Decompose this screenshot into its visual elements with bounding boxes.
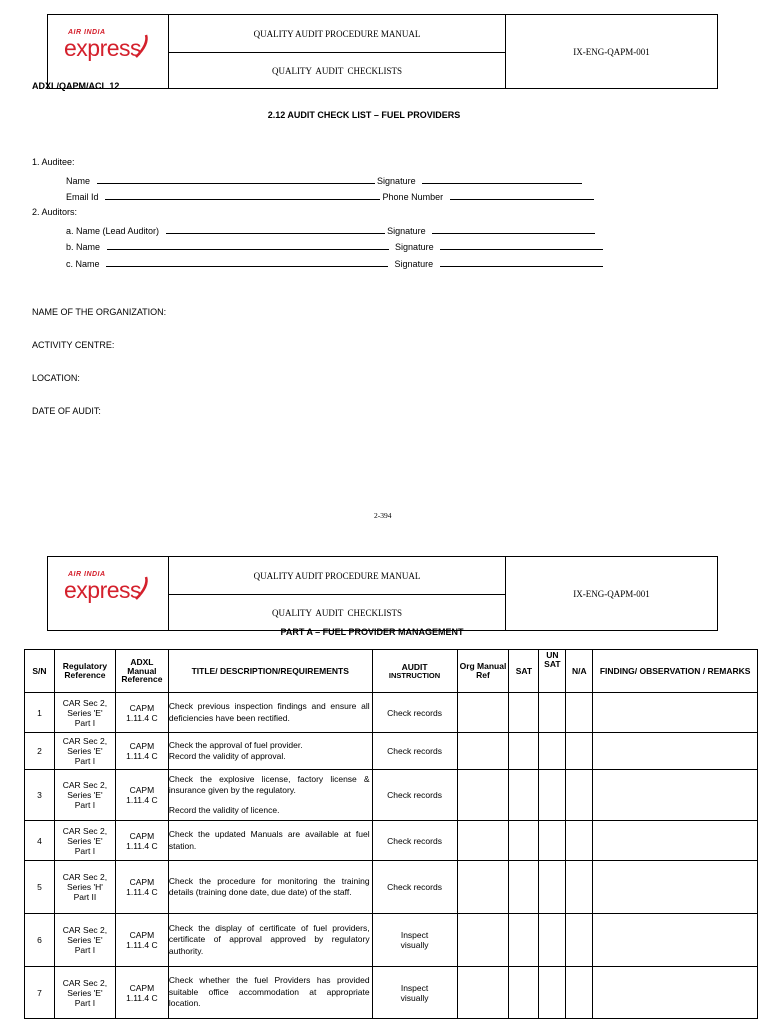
reg-line-1: CAR Sec 2,: [62, 780, 108, 790]
row-description: [168, 693, 372, 733]
doc-reference: ADXL/QAPM/ACL 12: [32, 81, 120, 91]
row-unsat-cell[interactable]: [539, 693, 566, 733]
auditor-a-label: a. Name (Lead Auditor): [66, 226, 160, 236]
row-adxl-reference: [115, 967, 168, 1019]
row-regulatory-reference: [54, 914, 115, 967]
table-row: [25, 770, 758, 821]
row-org-manual-ref[interactable]: [457, 693, 509, 733]
reg-line-3: Part I: [74, 756, 96, 766]
col-title: TITLE/ DESCRIPTION/REQUIREMENTS: [168, 650, 372, 693]
auditor-a-signature-label: Signature: [387, 226, 426, 236]
row-audit-instruction: Check records: [372, 693, 457, 733]
auditor-c-label: c. Name: [66, 259, 100, 269]
row-finding-cell[interactable]: [593, 821, 758, 861]
part-title: PART A – FUEL PROVIDER MANAGEMENT: [280, 627, 464, 637]
reg-line-1: CAR Sec 2,: [62, 872, 108, 882]
col-instruction-label: INSTRUCTION: [388, 670, 441, 680]
auditor-b-signature-field[interactable]: [440, 240, 603, 250]
logo-main-text: express: [64, 35, 142, 61]
adxl-line-2: 1.11.4 C: [126, 712, 158, 723]
page-number: 2-394: [374, 511, 392, 520]
reg-line-2: Series 'E': [67, 987, 103, 998]
row-sn: 6: [25, 914, 55, 967]
col-audit-label: AUDIT: [401, 661, 428, 672]
checklist-table: [24, 649, 758, 1019]
desc-text-2: Record the validity of approval.: [168, 751, 286, 761]
auditee-email-field[interactable]: [105, 190, 380, 200]
row-regulatory-reference: [54, 770, 115, 821]
auditor-a-signature-field[interactable]: [432, 224, 595, 234]
auditor-a-row: [66, 224, 595, 236]
col-adxl-reference: ADXL Manual Reference: [115, 650, 168, 693]
row-unsat-cell[interactable]: [539, 967, 566, 1019]
row-regulatory-reference: [54, 733, 115, 770]
page-header-1: [47, 14, 718, 89]
row-adxl-reference: [115, 693, 168, 733]
row-sn: 7: [25, 967, 55, 1019]
section-title: QUALITY AUDIT CHECKLISTS: [272, 65, 402, 76]
row-unsat-cell[interactable]: [539, 821, 566, 861]
table-row: [25, 693, 758, 733]
row-adxl-reference: [115, 821, 168, 861]
adxl-line-1: CAPM: [129, 930, 155, 940]
row-finding-cell[interactable]: [593, 861, 758, 914]
auditor-a-name-field[interactable]: [166, 224, 385, 234]
reg-line-2: Series 'E': [67, 746, 103, 756]
row-audit-instruction: Inspect visually: [372, 914, 457, 967]
adxl-line-1: CAPM: [129, 982, 155, 993]
auditee-heading: 1. Auditee:: [32, 157, 75, 167]
auditee-name-field[interactable]: [97, 174, 375, 184]
page-header-2: [47, 556, 718, 631]
adxl-line-1: CAPM: [129, 785, 155, 795]
auditee-phone-label: Phone Number: [382, 192, 444, 202]
activity-centre-label: ACTIVITY CENTRE:: [32, 340, 115, 350]
adxl-line-2: 1.11.4 C: [126, 751, 158, 761]
row-sat-cell[interactable]: [509, 770, 539, 821]
table-row: [25, 861, 758, 914]
row-sn: 3: [25, 770, 55, 821]
desc-text: Check the procedure for monitoring the training details (training done date, due date) of the staff.: [168, 875, 370, 897]
table-row: [25, 967, 758, 1019]
col-na: N/A: [566, 650, 593, 693]
logo-top-text: AIR INDIA: [68, 571, 106, 578]
auditee-phone-field[interactable]: [450, 190, 594, 200]
col-sat: SAT: [509, 650, 539, 693]
desc-text: Check whether the fuel Providers has provided suitable office accommodation at appropriate location.: [168, 975, 370, 1009]
reg-line-2: Series 'E': [67, 835, 103, 846]
row-na-cell[interactable]: [566, 733, 593, 770]
row-sn: 1: [25, 693, 55, 733]
col-unsat: UN SAT: [539, 650, 566, 693]
row-na-cell[interactable]: [566, 693, 593, 733]
row-audit-instruction: Check records: [372, 861, 457, 914]
logo-swoosh-icon: [134, 33, 154, 59]
doc-number: IX-ENG-QAPM-001: [573, 588, 650, 599]
manual-title: QUALITY AUDIT PROCEDURE MANUAL: [169, 557, 505, 595]
reg-line-3: Part I: [74, 945, 96, 955]
auditee-signature-label: Signature: [377, 176, 416, 186]
row-audit-instruction: Check records: [372, 770, 457, 821]
row-unsat-cell[interactable]: [539, 733, 566, 770]
table-row: [25, 914, 758, 967]
logo-swoosh-icon: [134, 575, 154, 601]
row-description: [168, 967, 372, 1019]
row-org-manual-ref[interactable]: [457, 967, 509, 1019]
auditor-c-signature-label: Signature: [394, 259, 434, 269]
row-sat-cell[interactable]: [509, 733, 539, 770]
location-label: LOCATION:: [32, 373, 80, 383]
row-audit-instruction: Check records: [372, 733, 457, 770]
auditee-name-label: Name: [66, 176, 91, 186]
row-sat-cell[interactable]: [509, 821, 539, 861]
row-regulatory-reference: [54, 861, 115, 914]
reg-line-1: CAR Sec 2,: [62, 825, 108, 836]
row-sn: 4: [25, 821, 55, 861]
row-sat-cell[interactable]: [509, 693, 539, 733]
row-unsat-cell[interactable]: [539, 914, 566, 967]
col-regulatory-reference: Regulatory Reference: [54, 650, 115, 693]
auditors-heading: 2. Auditors:: [32, 207, 78, 217]
row-sat-cell[interactable]: [509, 967, 539, 1019]
row-finding-cell[interactable]: [593, 967, 758, 1019]
reg-line-3: Part I: [74, 717, 96, 728]
auditor-b-label: b. Name: [66, 242, 101, 252]
auditee-email-row: [66, 190, 594, 202]
row-na-cell[interactable]: [566, 914, 593, 967]
col-org-manual-ref: Org Manual Ref: [457, 650, 509, 693]
row-unsat-cell[interactable]: [539, 770, 566, 821]
reg-line-1: CAR Sec 2,: [62, 697, 108, 708]
row-regulatory-reference: [54, 967, 115, 1019]
auditor-c-name-field[interactable]: [106, 257, 388, 267]
adxl-line-2: 1.11.4 C: [126, 940, 158, 950]
manual-title: QUALITY AUDIT PROCEDURE MANUAL: [169, 15, 505, 53]
row-audit-instruction: Inspect visually: [372, 967, 457, 1019]
row-na-cell[interactable]: [566, 967, 593, 1019]
auditor-b-signature-label: Signature: [395, 242, 434, 252]
desc-text: Check the approval of fuel provider.: [168, 739, 303, 750]
table-header-row: [25, 650, 758, 693]
auditor-c-row: [66, 257, 603, 269]
row-regulatory-reference: [54, 821, 115, 861]
row-sat-cell[interactable]: [509, 861, 539, 914]
reg-line-3: Part I: [74, 845, 96, 856]
row-description: [168, 821, 372, 861]
col-sn: S/N: [25, 650, 55, 693]
row-org-manual-ref[interactable]: [457, 914, 509, 967]
col-finding: FINDING/ OBSERVATION / REMARKS: [593, 650, 758, 693]
row-na-cell[interactable]: [566, 770, 593, 821]
adxl-line-2: 1.11.4 C: [126, 992, 158, 1003]
row-org-manual-ref[interactable]: [457, 733, 509, 770]
reg-line-3: Part II: [73, 892, 97, 902]
desc-text: Check the explosive license, factory license & insurance given by the regulatory.: [168, 773, 370, 796]
row-finding-cell[interactable]: [593, 770, 758, 821]
reg-line-2: Series 'E': [67, 935, 103, 945]
desc-text: Check the display of certificate of fuel providers, certificate of approval approved by regulatory authority.: [168, 922, 370, 956]
row-adxl-reference: [115, 733, 168, 770]
row-description: [168, 861, 372, 914]
reg-line-3: Part I: [74, 800, 96, 810]
row-adxl-reference: [115, 914, 168, 967]
row-sn: 2: [25, 733, 55, 770]
auditee-email-label: Email Id: [66, 192, 99, 202]
reg-line-2: Series 'E': [67, 707, 103, 718]
row-description: [168, 914, 372, 967]
auditor-b-row: [66, 240, 603, 252]
reg-line-2: Series 'E': [67, 790, 103, 800]
reg-line-3: Part I: [74, 997, 96, 1008]
row-finding-cell[interactable]: [593, 914, 758, 967]
auditor-c-signature-field[interactable]: [440, 257, 603, 267]
adxl-line-1: CAPM: [129, 877, 155, 887]
row-sn: 5: [25, 861, 55, 914]
adxl-line-2: 1.11.4 C: [126, 840, 158, 851]
auditee-signature-field[interactable]: [422, 174, 582, 184]
auditor-b-name-field[interactable]: [107, 240, 389, 250]
row-sat-cell[interactable]: [509, 914, 539, 967]
desc-text: Check previous inspection findings and ensure all deficiencies have been rectified.: [168, 701, 370, 723]
organization-label: NAME OF THE ORGANIZATION:: [32, 307, 167, 317]
row-na-cell[interactable]: [566, 821, 593, 861]
date-of-audit-label: DATE OF AUDIT:: [32, 406, 101, 416]
logo-cell: [48, 557, 169, 630]
row-adxl-reference: [115, 770, 168, 821]
col-audit-instruction: [372, 650, 457, 693]
doc-number: IX-ENG-QAPM-001: [573, 46, 650, 57]
logo-cell: [48, 15, 169, 88]
table-row: [25, 733, 758, 770]
desc-text: Check the updated Manuals are available at fuel station.: [168, 829, 370, 851]
row-description: [168, 733, 372, 770]
auditee-name-row: [66, 174, 582, 186]
reg-line-1: CAR Sec 2,: [62, 977, 108, 988]
desc-text-2: Record the validity of licence.: [168, 804, 280, 815]
row-audit-instruction: Check records: [372, 821, 457, 861]
row-org-manual-ref[interactable]: [457, 861, 509, 914]
section-title: QUALITY AUDIT CHECKLISTS: [272, 607, 402, 618]
checklist-title: 2.12 AUDIT CHECK LIST – FUEL PROVIDERS: [267, 110, 461, 120]
row-finding-cell[interactable]: [593, 733, 758, 770]
row-regulatory-reference: [54, 693, 115, 733]
reg-line-1: CAR Sec 2,: [62, 736, 108, 746]
row-org-manual-ref[interactable]: [457, 821, 509, 861]
logo-main-text: express: [64, 577, 142, 603]
adxl-line-2: 1.11.4 C: [126, 795, 158, 805]
table-row: [25, 821, 758, 861]
adxl-line-2: 1.11.4 C: [126, 887, 158, 897]
row-unsat-cell[interactable]: [539, 861, 566, 914]
logo-top-text: AIR INDIA: [68, 29, 106, 36]
row-adxl-reference: [115, 861, 168, 914]
reg-line-2: Series 'H': [67, 882, 103, 892]
row-finding-cell[interactable]: [593, 693, 758, 733]
adxl-line-1: CAPM: [129, 830, 155, 841]
row-description: [168, 770, 372, 821]
adxl-line-1: CAPM: [129, 702, 155, 713]
reg-line-1: CAR Sec 2,: [62, 925, 108, 935]
row-na-cell[interactable]: [566, 861, 593, 914]
adxl-line-1: CAPM: [129, 741, 155, 751]
row-org-manual-ref[interactable]: [457, 770, 509, 821]
